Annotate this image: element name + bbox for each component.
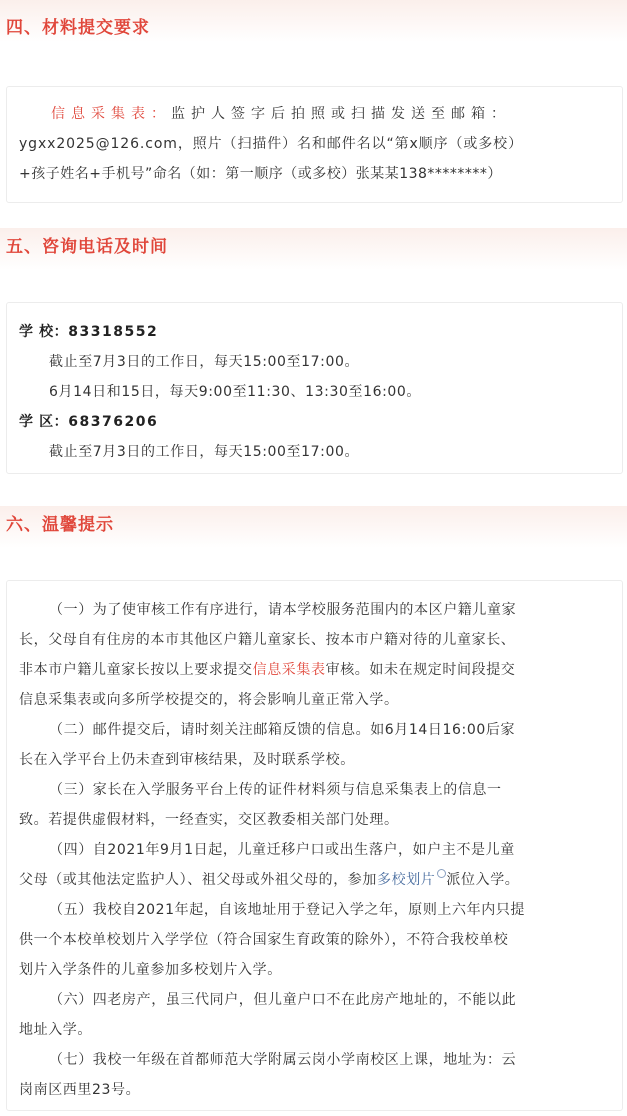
info-form-link[interactable]: 信息采集表 (252, 662, 326, 678)
text-line: （七）我校一年级在首都师范大学附属云岗小学南校区上课，地址为：云 (49, 1052, 517, 1068)
content-card (6, 580, 623, 1111)
text-line: 供一个本校单校划片入学学位（符合国家生育政策的除外），不符合我校单校 (19, 932, 509, 948)
text-fragment: 监护人签字后拍照或扫描发送至邮箱： (171, 106, 511, 122)
text-line: （五）我校自2021年起，自该地址用于登记入学之年，原则上六年内只提 (49, 902, 526, 918)
text-line: 截止至7月3日的工作日，每天15:00至17:00。 (49, 354, 360, 370)
text-line: 地址入学。 (19, 1022, 92, 1038)
text-line: 长在入学平台上仍未查到审核结果，及时联系学校。 (19, 752, 355, 768)
text-fragment: 审核。如未在规定时间段提交 (325, 662, 516, 678)
text-line: （二）邮件提交后，请时刻关注邮箱反馈的信息。如6月14日16:00后家 (49, 722, 516, 738)
school-label: 学 校： (19, 324, 69, 340)
text-line: 岗南区西里23号。 (19, 1082, 141, 1098)
text-line: 划片入学条件的儿童参加多校划片入学。 (19, 962, 282, 978)
section-title: 六、温馨提示 (6, 515, 114, 535)
text-line: （一）为了使审核工作有序进行，请本学校服务范围内的本区户籍儿童家 (49, 602, 517, 618)
content-card (6, 86, 623, 203)
text-line (7, 412, 624, 432)
text-fragment: 非本市户籍儿童家长按以上要求提交 (19, 662, 253, 678)
district-phone: 68376206 (68, 414, 159, 430)
text-line (7, 322, 624, 342)
school-phone: 83318552 (68, 324, 159, 340)
district-label: 学 区： (19, 414, 69, 430)
text-line: （三）家长在入学服务平台上传的证件材料须与信息采集表上的信息一 (49, 782, 502, 798)
text-line: （六）四老房产，虽三代同户，但儿童户口不在此房产地址的，不能以此 (49, 992, 517, 1008)
text-line: （四）自2021年9月1日起，儿童迁移户口或出生落户，如户主不是儿童 (49, 842, 515, 858)
text-line: 6月14日和15日，每天9:00至11:30、13:30至16:00。 (49, 384, 422, 400)
text-line (7, 870, 624, 890)
info-form-label: 信息采集表： (51, 106, 171, 122)
text-line: 信息采集表或向多所学校提交的，将会影响儿童正常入学。 (19, 692, 399, 708)
content-card (6, 302, 623, 474)
text-line (7, 104, 624, 124)
text-line: 截止至7月3日的工作日，每天15:00至17:00。 (49, 444, 360, 460)
text-line: 致。若提供虚假材料，一经查实，交区教委相关部门处理。 (19, 812, 399, 828)
text-fragment: 派位入学。 (446, 872, 520, 888)
text-line: 长，父母自有住房的本市其他区户籍儿童家长、按本市户籍对待的儿童家长、 (19, 632, 516, 648)
text-line: ygxx2025@126.com，照片（扫描件）名和邮件名以“第x顺序（或多校） (19, 136, 523, 152)
text-line (7, 660, 624, 680)
text-line: +孩子姓名+手机号”命名（如：第一顺序（或多校）张某某138********） (19, 166, 502, 182)
text-fragment: 父母（或其他法定监护人）、祖父母或外祖父母的，参加 (19, 872, 377, 888)
section-title: 五、咨询电话及时间 (6, 237, 168, 257)
section-title: 四、材料提交要求 (6, 18, 150, 38)
multi-school-link[interactable]: 多校划片 (377, 872, 436, 888)
